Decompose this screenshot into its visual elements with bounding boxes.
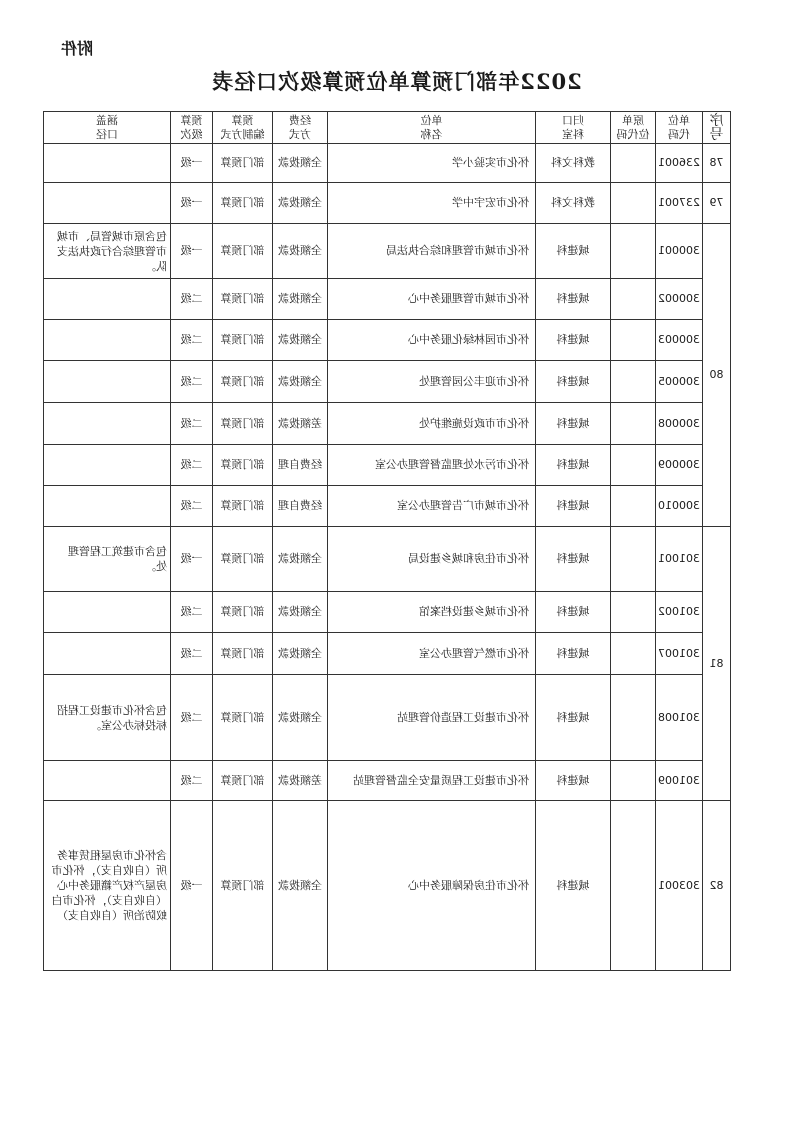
cell-unit-code: 301008: [656, 675, 703, 761]
cell-scope: [44, 183, 171, 224]
cell-level: 二级: [171, 361, 213, 403]
cell-method: 部门预算: [213, 144, 273, 183]
cell-office: 城建科: [536, 361, 611, 403]
cell-unit-code: 236001: [656, 144, 703, 183]
cell-unit-name: 怀化市污水处理监督管理办公室: [328, 445, 536, 486]
cell-orig-code: [611, 592, 656, 633]
cell-funding: 全额拨款: [273, 633, 328, 675]
cell-scope: 包含市建筑工程管理处。: [44, 527, 171, 592]
cell-unit-name: 怀化市城市管理服务中心: [328, 279, 536, 320]
cell-orig-code: [611, 761, 656, 801]
table-row: [44, 633, 731, 675]
cell-office: 城建科: [536, 403, 611, 445]
cell-method: 部门预算: [213, 320, 273, 361]
cell-office: 城建科: [536, 224, 611, 279]
cell-level: 一级: [171, 527, 213, 592]
cell-office: 教科文科: [536, 183, 611, 224]
table-row: [44, 320, 731, 361]
cell-funding: 全额拨款: [273, 279, 328, 320]
cell-level: 二级: [171, 592, 213, 633]
cell-unit-name: 怀化市市政设施维护处: [328, 403, 536, 445]
cell-level: 二级: [171, 445, 213, 486]
header-row: [44, 112, 731, 144]
cell-unit-name: 怀化市实验小学: [328, 144, 536, 183]
cell-funding: 全额拨款: [273, 144, 328, 183]
cell-unit-code: 300001: [656, 224, 703, 279]
cell-method: 部门预算: [213, 592, 273, 633]
cell-funding: 全额拨款: [273, 183, 328, 224]
cell-scope: [44, 761, 171, 801]
cell-orig-code: [611, 675, 656, 761]
cell-unit-code: 301002: [656, 592, 703, 633]
cell-funding: 全额拨款: [273, 527, 328, 592]
cell-unit-name: 怀化市园林绿化服务中心: [328, 320, 536, 361]
cell-method: 部门预算: [213, 183, 273, 224]
cell-method: 部门预算: [213, 279, 273, 320]
cell-funding: 全额拨款: [273, 224, 328, 279]
cell-unit-name: 怀化市建设工程质量安全监督管理站: [328, 761, 536, 801]
cell-level: 二级: [171, 675, 213, 761]
cell-funding: 差额拨款: [273, 403, 328, 445]
table-row: [44, 183, 731, 224]
cell-funding: 全额拨款: [273, 592, 328, 633]
cell-scope: [44, 144, 171, 183]
cell-scope: [44, 445, 171, 486]
header-level: 预算 级次: [171, 112, 213, 144]
table-row: [44, 144, 731, 183]
cell-orig-code: [611, 361, 656, 403]
cell-scope: 包含原市城管局、市城市管理综合行政执法支队。: [44, 224, 171, 279]
cell-level: 一级: [171, 144, 213, 183]
header-unit-code: 单位 代码: [656, 112, 703, 144]
cell-office: 城建科: [536, 527, 611, 592]
cell-orig-code: [611, 445, 656, 486]
cell-orig-code: [611, 320, 656, 361]
table-row: [44, 445, 731, 486]
table-row: [44, 224, 731, 279]
table-body: [44, 144, 731, 971]
cell-level: 二级: [171, 403, 213, 445]
cell-level: 一级: [171, 224, 213, 279]
cell-unit-code: 300010: [656, 486, 703, 527]
cell-orig-code: [611, 527, 656, 592]
cell-unit-code: 301009: [656, 761, 703, 801]
cell-funding: 全额拨款: [273, 361, 328, 403]
header-method: 预算 编制方式: [213, 112, 273, 144]
cell-unit-name: 怀化市城乡建设档案馆: [328, 592, 536, 633]
table-row: [44, 527, 731, 592]
cell-unit-code: 303001: [656, 801, 703, 971]
cell-unit-name: 怀化市宏宇中学: [328, 183, 536, 224]
cell-unit-name: 怀化市建设工程造价管理站: [328, 675, 536, 761]
cell-unit-code: 301001: [656, 527, 703, 592]
cell-scope: [44, 486, 171, 527]
document-title: 2022年部门预算单位预算级次口径表: [211, 69, 582, 94]
cell-funding: 差额拨款: [273, 761, 328, 801]
cell-office: 城建科: [536, 801, 611, 971]
cell-scope: [44, 320, 171, 361]
cell-unit-name: 怀化市燃气管理办公室: [328, 633, 536, 675]
cell-method: 部门预算: [213, 224, 273, 279]
table-row: [44, 801, 731, 971]
cell-unit-code: 301007: [656, 633, 703, 675]
cell-method: 部门预算: [213, 361, 273, 403]
cell-orig-code: [611, 633, 656, 675]
cell-unit-code: 300008: [656, 403, 703, 445]
cell-unit-code: 300002: [656, 279, 703, 320]
cell-method: 部门预算: [213, 801, 273, 971]
cell-funding: 全额拨款: [273, 320, 328, 361]
cell-method: 部门预算: [213, 527, 273, 592]
cell-index: 79: [703, 183, 731, 224]
cell-unit-name: 怀化市迎丰公园管理处: [328, 361, 536, 403]
header-office: 归口 科室: [536, 112, 611, 144]
attachment-label: 附件: [60, 39, 93, 58]
cell-level: 二级: [171, 320, 213, 361]
header-orig-code: 原单 位代码: [611, 112, 656, 144]
cell-method: 部门预算: [213, 675, 273, 761]
cell-funding: 经费自理: [273, 445, 328, 486]
cell-office: 城建科: [536, 633, 611, 675]
cell-orig-code: [611, 144, 656, 183]
cell-scope: [44, 279, 171, 320]
cell-funding: 经费自理: [273, 486, 328, 527]
cell-office: 教科文科: [536, 144, 611, 183]
header-scope: 涵盖 口径: [44, 112, 171, 144]
cell-orig-code: [611, 224, 656, 279]
table-row: [44, 761, 731, 801]
cell-scope: 包含怀化市建设工程招标投标办公室。: [44, 675, 171, 761]
cell-funding: 全额拨款: [273, 675, 328, 761]
cell-unit-name: 怀化市住房和城乡建设局: [328, 527, 536, 592]
cell-scope: [44, 633, 171, 675]
cell-level: 二级: [171, 633, 213, 675]
cell-orig-code: [611, 801, 656, 971]
cell-index: 78: [703, 144, 731, 183]
budget-table: [43, 111, 731, 971]
cell-office: 城建科: [536, 320, 611, 361]
cell-method: 部门预算: [213, 486, 273, 527]
cell-office: 城建科: [536, 486, 611, 527]
cell-funding: 全额拨款: [273, 801, 328, 971]
cell-office: 城建科: [536, 279, 611, 320]
header-index: 序号: [703, 112, 731, 144]
cell-orig-code: [611, 279, 656, 320]
table-row: [44, 403, 731, 445]
cell-office: 城建科: [536, 675, 611, 761]
cell-level: 一级: [171, 801, 213, 971]
cell-method: 部门预算: [213, 761, 273, 801]
cell-office: 城建科: [536, 761, 611, 801]
header-funding: 经费 方式: [273, 112, 328, 144]
cell-scope: [44, 403, 171, 445]
cell-unit-code: 237001: [656, 183, 703, 224]
cell-unit-code: 300005: [656, 361, 703, 403]
cell-scope: 含怀化市房屋租赁事务所（自收自支），怀化市房屋产权产籍服务中心（自收自支），怀化市白蚁防治所（自收自支）: [44, 801, 171, 971]
cell-level: 二级: [171, 279, 213, 320]
cell-method: 部门预算: [213, 445, 273, 486]
cell-level: 二级: [171, 486, 213, 527]
cell-unit-code: 300009: [656, 445, 703, 486]
cell-index: 82: [703, 801, 731, 971]
cell-unit-code: 300003: [656, 320, 703, 361]
table-row: [44, 486, 731, 527]
cell-method: 部门预算: [213, 633, 273, 675]
cell-scope: [44, 361, 171, 403]
table-row: [44, 279, 731, 320]
cell-unit-name: 怀化市城市管理和综合执法局: [328, 224, 536, 279]
cell-method: 部门预算: [213, 403, 273, 445]
table-row: [44, 675, 731, 761]
cell-unit-name: 怀化市城市广告管理办公室: [328, 486, 536, 527]
cell-scope: [44, 592, 171, 633]
cell-office: 城建科: [536, 445, 611, 486]
cell-level: 二级: [171, 761, 213, 801]
cell-office: 城建科: [536, 592, 611, 633]
cell-level: 一级: [171, 183, 213, 224]
cell-orig-code: [611, 403, 656, 445]
header-unit-name: 单位 名称: [328, 112, 536, 144]
cell-orig-code: [611, 183, 656, 224]
cell-index: 81: [703, 527, 731, 801]
cell-unit-name: 怀化市住房保障服务中心: [328, 801, 536, 971]
cell-index: 80: [703, 224, 731, 527]
table-row: [44, 592, 731, 633]
table-row: [44, 361, 731, 403]
cell-orig-code: [611, 486, 656, 527]
